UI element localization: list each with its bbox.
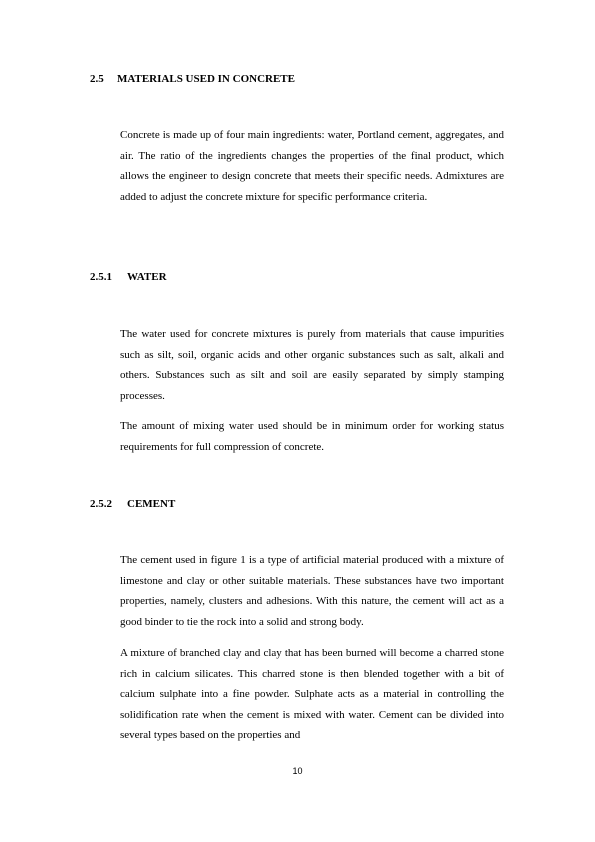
section-heading-cement [90,497,175,511]
section-number: 2.5 [90,73,104,85]
paragraph-cement-2: A mixture of branched clay and clay that has been burned will become a charred stone rich in calcium silicates. This charred stone is then blended together with a bit of calcium sulphate into a fine powder. Sulphate acts as a material in controlling the solidification rate when the cement is mixed with water. Cement can be divided into several types based on the properties and [120,647,504,742]
section-title: MATERIALS USED IN CONCRETE [117,73,295,85]
section-heading-materials [90,72,295,86]
section-number: 2.5.1 [90,271,112,283]
section-title: CEMENT [127,498,176,510]
section-title: WATER [127,271,167,283]
section-number: 2.5.2 [90,498,112,510]
page-number: 10 [292,766,303,776]
section-heading-water [90,270,167,284]
paragraph-cement-1: The cement used in figure 1 is a type of artificial material produced with a mixture of limestone and clay or other suitable materials. These substances have two important properties, namely, clusters and adhesions. With this nature, the cement will act as a good binder to tie the rock into a solid and strong body. [120,554,504,628]
paragraph-water-1: The water used for concrete mixtures is purely from materials that cause impurities such as silt, soil, organic acids and other organic substances such as salt, alkali and others. Substances such as silt and soil are easily separated by simply stamping processes. [120,328,504,402]
paragraph-water-2: The amount of mixing water used should be in minimum order for working status requirements for full compression of concrete. [120,420,504,453]
paragraph-materials-intro: Concrete is made up of four main ingredients: water, Portland cement, aggregates, and air. The ratio of the ingredients changes the properties of the final product, which allows the engineer to design concrete that meets their specific needs. Admixtures are added to adjust the concrete mixture for specific performance criteria. [120,129,504,203]
